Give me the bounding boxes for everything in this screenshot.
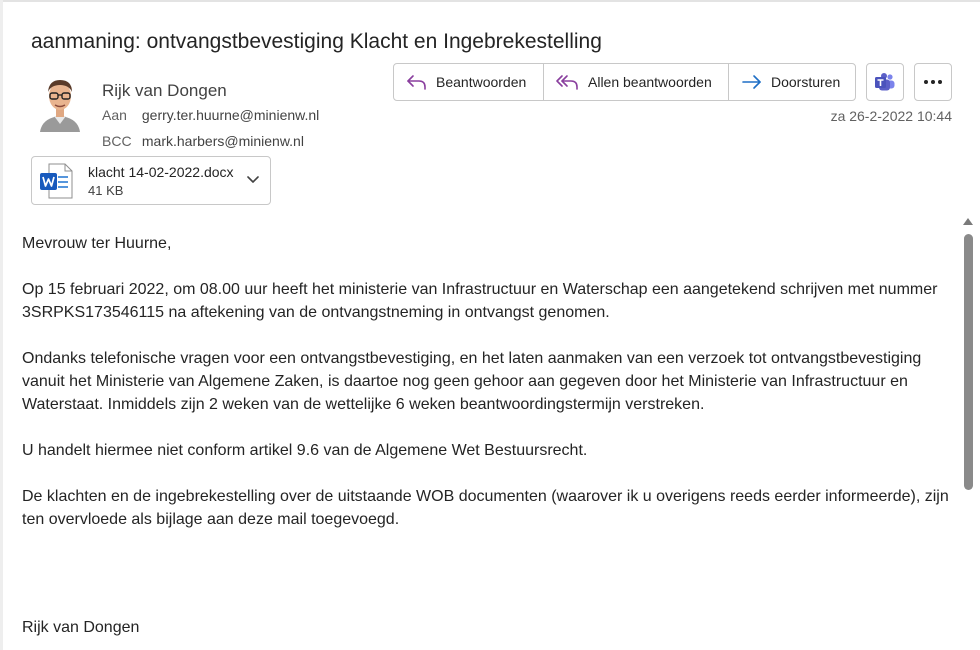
to-label: Aan	[102, 107, 127, 123]
reply-button[interactable]	[394, 64, 543, 100]
chevron-down-icon[interactable]	[246, 175, 260, 185]
more-actions-button[interactable]	[914, 63, 952, 101]
sent-date: za 26-2-2022 10:44	[830, 108, 952, 124]
vertical-scrollbar[interactable]	[960, 212, 976, 650]
reply-all-label: Allen beantwoorden	[588, 74, 712, 90]
body-signature: Rijk van Dongen	[22, 619, 140, 636]
sender-name[interactable]: Rijk van Dongen	[102, 81, 227, 100]
window-top-border	[0, 0, 980, 2]
reply-all-button[interactable]	[543, 64, 728, 100]
window-left-border	[0, 0, 3, 650]
to-row	[102, 107, 319, 123]
forward-label: Doorsturen	[771, 74, 841, 90]
scroll-thumb[interactable]	[964, 234, 973, 490]
body-paragraph-2: Ondanks telefonische vragen voor een ontvangstbevestiging, en het laten aanmaken van een verzoek tot ontvangstbevestiging vanuit het Ministerie van Algemene Zaken, is daartoe nog geen gehoor aan gegeven door het Ministerie van Infrastructuur en Waterstaat. Inmiddels zijn 2 weken van de wettelijke 6 weken beantwoordingstermijn verstreken.	[22, 350, 922, 413]
reply-all-arrow-icon	[556, 73, 580, 91]
body-paragraph-4: De klachten en de ingebrekestelling over de uitstaande WOB documenten (waarover ik u overigens reeds eerder informeerde), zijn ten overvloede als bijlage aan deze mail toegevoegd.	[22, 488, 949, 528]
bcc-label: BCC	[102, 133, 132, 149]
scroll-up-arrow[interactable]	[963, 218, 973, 225]
forward-button[interactable]	[728, 64, 855, 100]
email-subject: aanmaning: ontvangstbevestiging Klacht en Ingebrekestelling	[31, 30, 602, 53]
more-dots-icon	[924, 80, 942, 84]
forward-arrow-icon	[741, 73, 763, 91]
to-recipient[interactable]: gerry.ter.huurne@minienw.nl	[141, 107, 320, 123]
email-body	[22, 232, 952, 554]
body-paragraph-1: Op 15 februari 2022, om 08.00 uur heeft het ministerie van Infrastructuur en Waterschap een aangetekend schrijven met nummer 3SRPKS173546115 na aftekening van de ontvangstneming in ontvangst genomen.	[22, 281, 938, 321]
bcc-recipient[interactable]: mark.harbers@minienw.nl	[141, 133, 304, 149]
word-document-icon	[39, 163, 73, 199]
attachment-name: klacht 14-02-2022.docx	[88, 164, 234, 180]
reply-actions	[393, 63, 856, 101]
teams-button[interactable]	[866, 63, 904, 101]
sender-avatar[interactable]	[36, 74, 84, 132]
attachment-card[interactable]	[31, 156, 271, 205]
body-paragraph-3: U handelt hiermee niet conform artikel 9.6 van de Algemene Wet Bestuursrecht.	[22, 442, 588, 459]
bcc-row	[102, 133, 304, 149]
teams-icon	[874, 72, 896, 92]
body-greeting: Mevrouw ter Huurne,	[22, 235, 172, 252]
reply-label: Beantwoorden	[436, 74, 527, 90]
attachment-size: 41 KB	[88, 183, 124, 198]
reply-arrow-icon	[406, 73, 428, 91]
